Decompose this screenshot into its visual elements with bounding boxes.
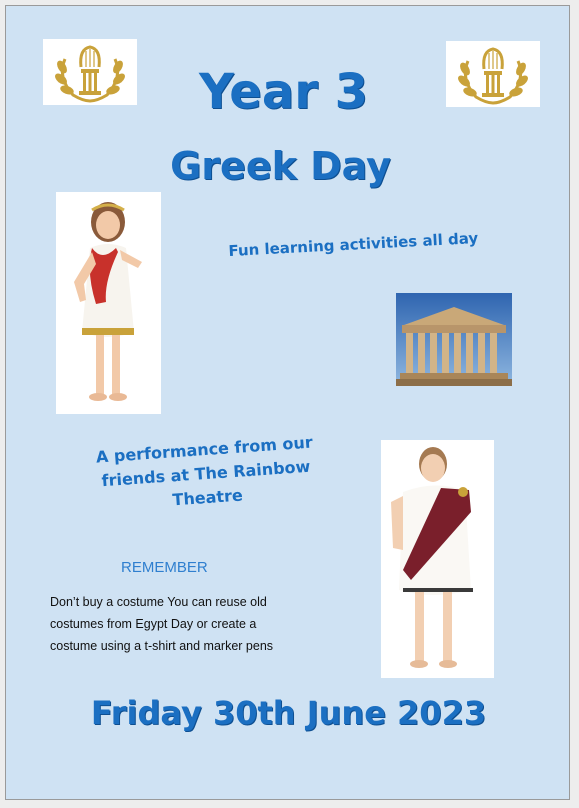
girl-costume-photo: [56, 192, 161, 414]
boy-costume-photo: [381, 440, 494, 678]
year-heading: Year 3: [198, 64, 369, 120]
parthenon-photo: [396, 293, 512, 386]
performance-line-1: A performance from our: [95, 432, 314, 467]
poster: [5, 5, 570, 800]
performance-line-3: Theatre: [171, 485, 244, 510]
activities-text: Fun learning activities all day: [227, 229, 479, 261]
performance-text: [84, 430, 328, 519]
remember-heading: REMEMBER: [121, 559, 208, 576]
event-date: Friday 30th June 2023: [90, 694, 487, 732]
remember-note: Don’t buy a costume You can reuse old costumes from Egypt Day or create a costume using a t-shirt and marker pens: [50, 595, 274, 653]
event-heading: Greek Day: [170, 144, 391, 188]
performance-line-2: friends at The Rainbow: [101, 456, 311, 491]
